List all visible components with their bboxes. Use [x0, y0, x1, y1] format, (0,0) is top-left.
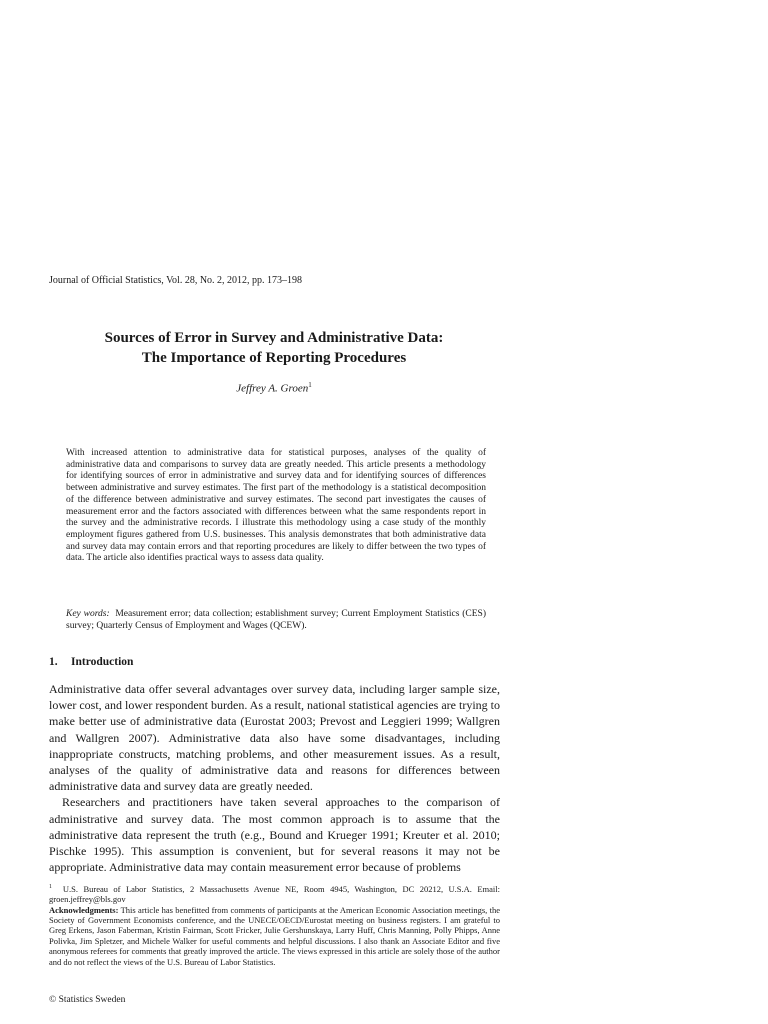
- body-paragraph-1: Administrative data offer several advantages over survey data, including larger sample size, lower cost, and lower respondent burden. As a result, national statistical agencies are trying to make better use of administrative data (Eurostat 2003; Prevost and Leggieri 1999; Wallgren and Wallgren 2007). Administrative data also have some disadvantages, including inappropriate constructs, matching problems, and other measurement issues. As a result, analyses of the quality of administrative data and reasons for differences between administrative data and survey data are greatly needed.: [49, 682, 500, 794]
- acknowledgments-text: This article has benefitted from comments of participants at the American Economic Association meetings, the Society of Government Economists conference, and the UNECE/OECD/Eurostat meeting on business registers. I am grateful to Greg Erkens, Jason Faberman, Kristin Fairman, Scott Fricker, Julie Gershunskaya, Larry Huff, Chris Manning, Polly Phipps, Anne Polivka, Jim Spletzer, and Michele Walker for useful comments and helpful discussions. I also thank an Associate Editor and five anonymous referees for comments that greatly improved the article. The views expressed in this article are solely those of the author and do not reflect the views of the U.S. Bureau of Labor Statistics.: [49, 904, 500, 967]
- keywords-label: Key words:: [66, 609, 110, 619]
- acknowledgments-label: Acknowledgments:: [49, 904, 119, 915]
- section-number: 1.: [49, 656, 58, 668]
- journal-citation: Journal of Official Statistics, Vol. 28, No. 2, 2012, pp. 173–198: [49, 275, 303, 286]
- footnote-mark: 1: [49, 884, 52, 890]
- footnote-acknowledgments: [49, 905, 500, 967]
- section-heading-introduction: [49, 656, 133, 668]
- abstract: With increased attention to administrative data for statistical purposes, analyses of the quality of administrative data and comparisons to survey data are greatly needed. This article presents a methodology for identifying sources of error in administrative and survey data and for identifying sources of differences between administrative and survey estimates. The first part of the methodology is a statistical decomposition of the difference between administrative and survey estimates. The second part investigates the causes of measurement error and the factors associated with differences between what the same respondents report in the survey and the administrative records. I illustrate this methodology using a case study of the monthly employment figures gathered from U.S. businesses. This analysis demonstrates that both administrative data and survey data may contain errors and that reporting procedures are likely to differ between the two types of data. The article also identifies practical ways to assess data quality.: [66, 448, 486, 564]
- article-title: [49, 328, 499, 368]
- copyright-notice: © Statistics Sweden: [49, 995, 126, 1005]
- footnotes: [49, 882, 500, 967]
- footnote-affiliation-text: U.S. Bureau of Labor Statistics, 2 Massachusetts Avenue NE, Room 4945, Washington, DC 20212, U.S.A. Email: groen.jeffrey@bls.gov: [49, 883, 501, 905]
- author-line: [49, 381, 499, 395]
- introduction-body: [49, 681, 500, 875]
- author-name: Jeffrey A. Groen: [236, 382, 309, 395]
- article-title-line-1: Sources of Error in Survey and Administrative Data:: [104, 330, 444, 346]
- keywords: [66, 609, 486, 632]
- footnote-affiliation: [49, 882, 500, 905]
- article-title-line-2: The Importance of Reporting Procedures: [141, 350, 407, 366]
- keywords-text: Measurement error; data collection; establishment survey; Current Employment Statistics (CES) survey; Quarterly Census of Employment and Wages (QCEW).: [66, 609, 486, 631]
- section-title: Introduction: [71, 656, 134, 668]
- author-footnote-mark: 1: [308, 381, 312, 389]
- body-paragraph-2: Researchers and practitioners have taken several approaches to the comparison of administrative and survey data. The most common approach is to assume that the administrative data represent the truth (e.g., Bound and Krueger 1991; Kreuter et al. 2010; Pischke 1995). This assumption is convenient, but for several reasons it may not be appropriate. Administrative data may contain measurement error because of problems: [49, 795, 500, 875]
